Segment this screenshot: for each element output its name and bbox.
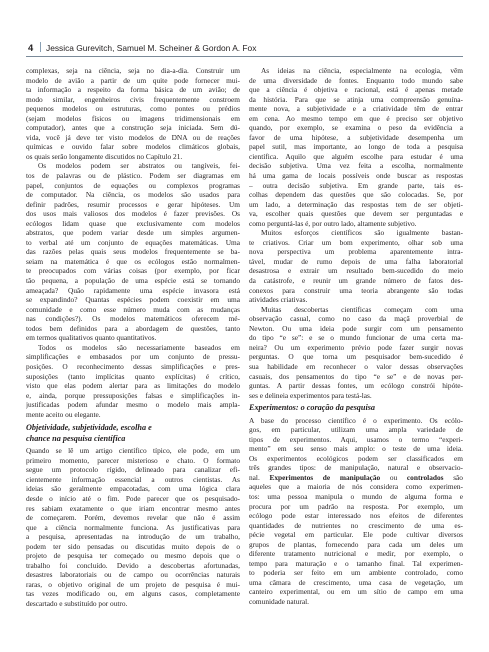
text-line: mente aceito ou elegante. — [26, 409, 101, 419]
text-line: computador), antes que a construção seja iniciada. Sem dú- — [26, 123, 240, 133]
paragraph — [249, 228, 463, 304]
text-line: de começarem. Porém, devemos revelar que não é assim — [26, 513, 240, 523]
text-line: desastres laboratoriais ou de campo ou ocorrências naturais — [26, 570, 240, 580]
text-line: ideias são geralmente empacotadas, com uma lógica clara — [26, 484, 240, 494]
heading-line: Experimentos: o coração da pesquisa — [249, 403, 375, 413]
text-line: nas condições?). Os modelos matemáticos oferecem mé- — [26, 314, 240, 324]
text-line: descartado e substituído por outro. — [26, 598, 128, 608]
text-line: projeto de pesquisa ter começado ou mesmo depois que o — [26, 551, 240, 561]
text-line: três grandes tipos: de manipulação, natural e observacio- — [249, 463, 463, 473]
text-line: neira? Ou um experimento prévio pode fazer surgir novas — [249, 342, 463, 352]
text-line: modelo de avião a partir de um quite pode fornecer mui- — [26, 75, 240, 85]
text-line: vida, você já deve ter visto modelos de DNA ou de reações — [26, 132, 240, 142]
text-line: tão pequena, a população de uma espécie está se tornando — [26, 276, 240, 286]
right-column — [249, 66, 463, 607]
text-line: casuais, dos pensamentos do tipo “e se” e de novas per- — [249, 371, 463, 381]
text-line: Os modelos podem ser abstratos ou tangíveis, fei- — [38, 161, 240, 171]
paragraph — [26, 446, 240, 608]
text-line: papel, conjuntos de equações ou complexos programas — [26, 180, 240, 190]
text-line: tempo para maturação e o tamanho final. Tal experimen- — [249, 558, 463, 568]
text-line: da catástrofe, e reunir um grande número de fatos des- — [249, 276, 463, 286]
text-line: As ideias na ciência, especialmente na ecologia, vêm — [261, 66, 463, 75]
text-line: Os experimentos ecológicos podem ser classificados em — [249, 453, 463, 463]
text-line: Muitos esforços científicos são igualmente bastan- — [261, 228, 463, 238]
text-line: visto que elas podem alertar para as limitações do modelo — [26, 381, 240, 391]
text-line: modo similar, engenheiros civis frequentemente constroem — [26, 94, 240, 104]
text-line: da história. Para que se atinja uma compreensão genuína- — [249, 94, 463, 104]
text-line: todos bem definidos para a abordagem de questões, tanto — [26, 323, 240, 333]
text-line: Muitas descobertas científicas começam com uma — [261, 304, 463, 314]
text-line: perguntas. O que torna um pesquisador bem-sucedido é — [249, 352, 463, 362]
text-line: grupos de plantas, fornecendo para cada um deles um — [249, 539, 463, 549]
text-line: dos usos mais valiosos dos modelos é fazer previsões. Os — [26, 209, 240, 219]
text-line: simplificações e embasados por um conjunto de pressu- — [26, 352, 240, 362]
text-line: desde o início até o fim. Pode parecer que os pesquisado- — [26, 493, 240, 503]
paragraph — [249, 66, 463, 228]
text-line: tos: uma pessoa manipula o mundo de alguma forma e — [249, 492, 463, 502]
text-line: quando, por exemplo, se examina o peso da evidência a — [249, 123, 463, 133]
text-line: cientemente informação essencial a outros cientistas. As — [26, 474, 240, 484]
text-line: em cena. Ao mesmo tempo em que é preciso ser objetivo — [249, 113, 463, 123]
text-line: observação casual, como no caso da maçã proverbial de — [249, 314, 463, 324]
running-header — [26, 40, 463, 57]
text-line: favor de uma hipótese, a subjetividade desempenha um — [249, 132, 463, 142]
header-authors: Jessica Gurevitch, Samuel M. Scheiner & Gordon A. Fox — [46, 43, 257, 53]
paragraph — [26, 343, 240, 419]
text-line: gos, em particular, utilizam uma ampla variedade de — [249, 425, 463, 435]
text-line: ses e delineia experimentos para testá-las. — [249, 390, 372, 400]
text-line: ecólogos lidam quase que exclusivamente com modelos — [26, 218, 240, 228]
text-line: trabalho foi concluído. Devido a descobertas afortunadas, — [26, 560, 240, 570]
text-line: desastrosa e extrair um resultado bem-sucedido do meio — [249, 266, 463, 276]
text-line: nal. Experimentos de manipulação ou controlados são — [249, 472, 463, 482]
text-line: um lado, a determinação das respostas tem de ser objeti- — [249, 199, 463, 209]
heading-line: chance na pesquisa científica — [26, 433, 126, 443]
text-line: pequenos modelos ou estruturas, como pontes ou prédios — [26, 104, 240, 114]
text-line: – outra decisão subjetiva. Em grande parte, tais es- — [249, 180, 463, 190]
text-line: te preocupados com várias coisas (por exemplo, por ficar — [26, 266, 240, 276]
text-line: guntas. A partir dessas fontes, um ecólogo constrói hipóte- — [249, 381, 463, 391]
text-line: A base do processo científico é o experimento. Os ecólo- — [249, 415, 463, 425]
text-line: Quando se lê um artigo científico típico, ele pode, em um — [26, 446, 240, 456]
left-column — [26, 66, 240, 609]
text-line: va, escolher quais questões que devem ser perguntadas e — [249, 209, 463, 219]
text-line: de computador. Na ciência, os modelos são usados para — [26, 190, 240, 200]
text-line: do tipo “e se”: e se o mundo funcionar de uma certa ma- — [249, 333, 463, 343]
text-line: químicas e ouvido falar sobre modelos climáticos globais, — [26, 142, 240, 152]
page-number: 4 — [28, 42, 34, 53]
text-line: Newton. Ou uma ideia pode surgir com um pensamento — [249, 323, 463, 333]
text-line: ameaçada? Quão rapidamente uma espécie invasora está — [26, 285, 240, 295]
text-line: podem ter sido pensadas ou discutidas muito depois de o — [26, 541, 240, 551]
text-line: papel sutil, mas importante, ao longo de toda a pesquisa — [249, 142, 463, 152]
text-line: ecólogo pode estar interessado nos efeitos de diferentes — [249, 511, 463, 521]
text-line: abstratos, que podem variar desde um simples argumen- — [26, 228, 240, 238]
text-line: to poderia ser feito em um ambiente controlado, como — [249, 568, 463, 578]
text-line: os quais serão longamente discutidos no Capítulo 21. — [26, 151, 183, 161]
paragraph — [26, 66, 240, 161]
text-line: raras, o objetivo original de um projeto de pesquisa é mui- — [26, 579, 240, 589]
text-line: Todos os modelos são necessariamente baseados em — [38, 342, 240, 352]
text-line: seiam na matemática é que os ecólogos estão normalmen- — [26, 256, 240, 266]
text-line: mento” em seu senso mais amplo: o teste de uma ideia. — [249, 444, 463, 454]
text-line: (sejam modelos físicos ou imagens tridimensionais em — [26, 113, 240, 123]
text-line: que a ciência é objetiva e racional, está é apenas metade — [249, 85, 463, 95]
text-line: mente nova, a subjetividade e a criatividade têm de entrar — [249, 104, 463, 114]
text-line: segue um protocolo rígido, delineado para canalizar efi- — [26, 465, 240, 475]
text-line: aqueles que a maioria de nós considera como experimen- — [249, 482, 463, 492]
paragraph — [26, 161, 240, 342]
text-line: se expandindo? Quantas espécies podem coexistir em uma — [26, 295, 240, 305]
text-line: comunidade e como esse número muda com as mudanças — [26, 304, 240, 314]
text-line: definir padrões, resumir processos e gerar hipóteses. Um — [26, 199, 240, 209]
text-line: tas vezes modificado ou, em alguns casos, completamente — [26, 589, 240, 599]
text-line: tos de palavras ou de plástico. Podem ser diagramas em — [26, 171, 240, 181]
text-line: sua habilidade em reconhecer o valor dessas observações — [249, 361, 463, 371]
text-line: primeiro momento, parecer misterioso e chato. O formato — [26, 455, 240, 465]
text-line: tipos de experimentos. Aqui, usamos o termo “experi- — [249, 434, 463, 444]
paragraph — [249, 305, 463, 400]
text-line: to verbal até um conjunto de equações matemáticas. Uma — [26, 237, 240, 247]
text-line: ta informação a respeito da forma básica de um avião; de — [26, 85, 240, 95]
text-line: quantidades de nutrientes no crescimento de uma es- — [249, 520, 463, 530]
text-line: res sabiam exatamente o que iriam encontrar mesmo antes — [26, 503, 240, 513]
heading-line: Objetividade, subjetividade, escolha e — [26, 423, 152, 433]
text-line: nova perspectiva um problema aparentemente intra- — [249, 247, 463, 257]
section-heading — [26, 423, 240, 444]
paragraph — [249, 416, 463, 607]
text-line: a pesquisa, apresentadas na introdução de um trabalho, — [26, 532, 240, 542]
text-line: de uma diversidade de fontes. Enquanto todo mundo sabe — [249, 75, 463, 85]
text-line: atividades criativas. — [249, 295, 308, 305]
text-line: suposições (tanto implícitas quanto explícitas) é crítico, — [26, 371, 240, 381]
text-line: decisão subjetiva. Uma vez feita a escolha, normalmente — [249, 161, 463, 171]
text-line: científica. Aquilo que alguém escolhe para estudar é uma — [249, 151, 463, 161]
text-line: pécie vegetal em particular. Ele pode cultivar diversos — [249, 530, 463, 540]
section-heading — [249, 403, 463, 414]
header-divider — [40, 42, 41, 52]
text-line: tável, mudar de rumo depois de uma falha laboratorial — [249, 256, 463, 266]
text-line: das razões pelas quais seus modelos frequentemente se ba- — [26, 247, 240, 257]
text-line: que a ciência normalmente funciona. As justificativas para — [26, 522, 240, 532]
text-line: procura por um padrão na resposta. Por exemplo, um — [249, 501, 463, 511]
text-line: comunidade natural. — [249, 597, 309, 607]
text-line: posições. O reconhecimento dessas simplificações e pres- — [26, 361, 240, 371]
text-line: diferente tratamento nutricional e medir, por exemplo, o — [249, 549, 463, 559]
text-line: uma câmara de crescimento, uma casa de vegetação, um — [249, 577, 463, 587]
text-line: justificadas podem afundar mesmo o modelo mais ampla- — [26, 400, 240, 410]
text-line: em termos qualitativos quanto quantitativos. — [26, 333, 157, 343]
text-line: e, ainda, porque pressuposições falsas e simplificações in- — [26, 390, 240, 400]
text-line: como perguntá-las é, por outro lado, altamente subjetivo. — [249, 218, 417, 228]
text-line: te criativos. Criar um bom experimento, olhar sob uma — [249, 237, 463, 247]
text-line: colhas dependem das questões que são colocadas. Se, por — [249, 190, 463, 200]
text-line: canteiro experimental, ou em um sítio de campo em uma — [249, 587, 463, 597]
text-line: conexos para construir uma teoria abrangente são todas — [249, 285, 463, 295]
text-line: há uma gama de locais possíveis onde buscar as respostas — [249, 171, 463, 181]
text-line: complexas, seja na ciência, seja no dia-a-dia. Construir um — [26, 66, 240, 75]
